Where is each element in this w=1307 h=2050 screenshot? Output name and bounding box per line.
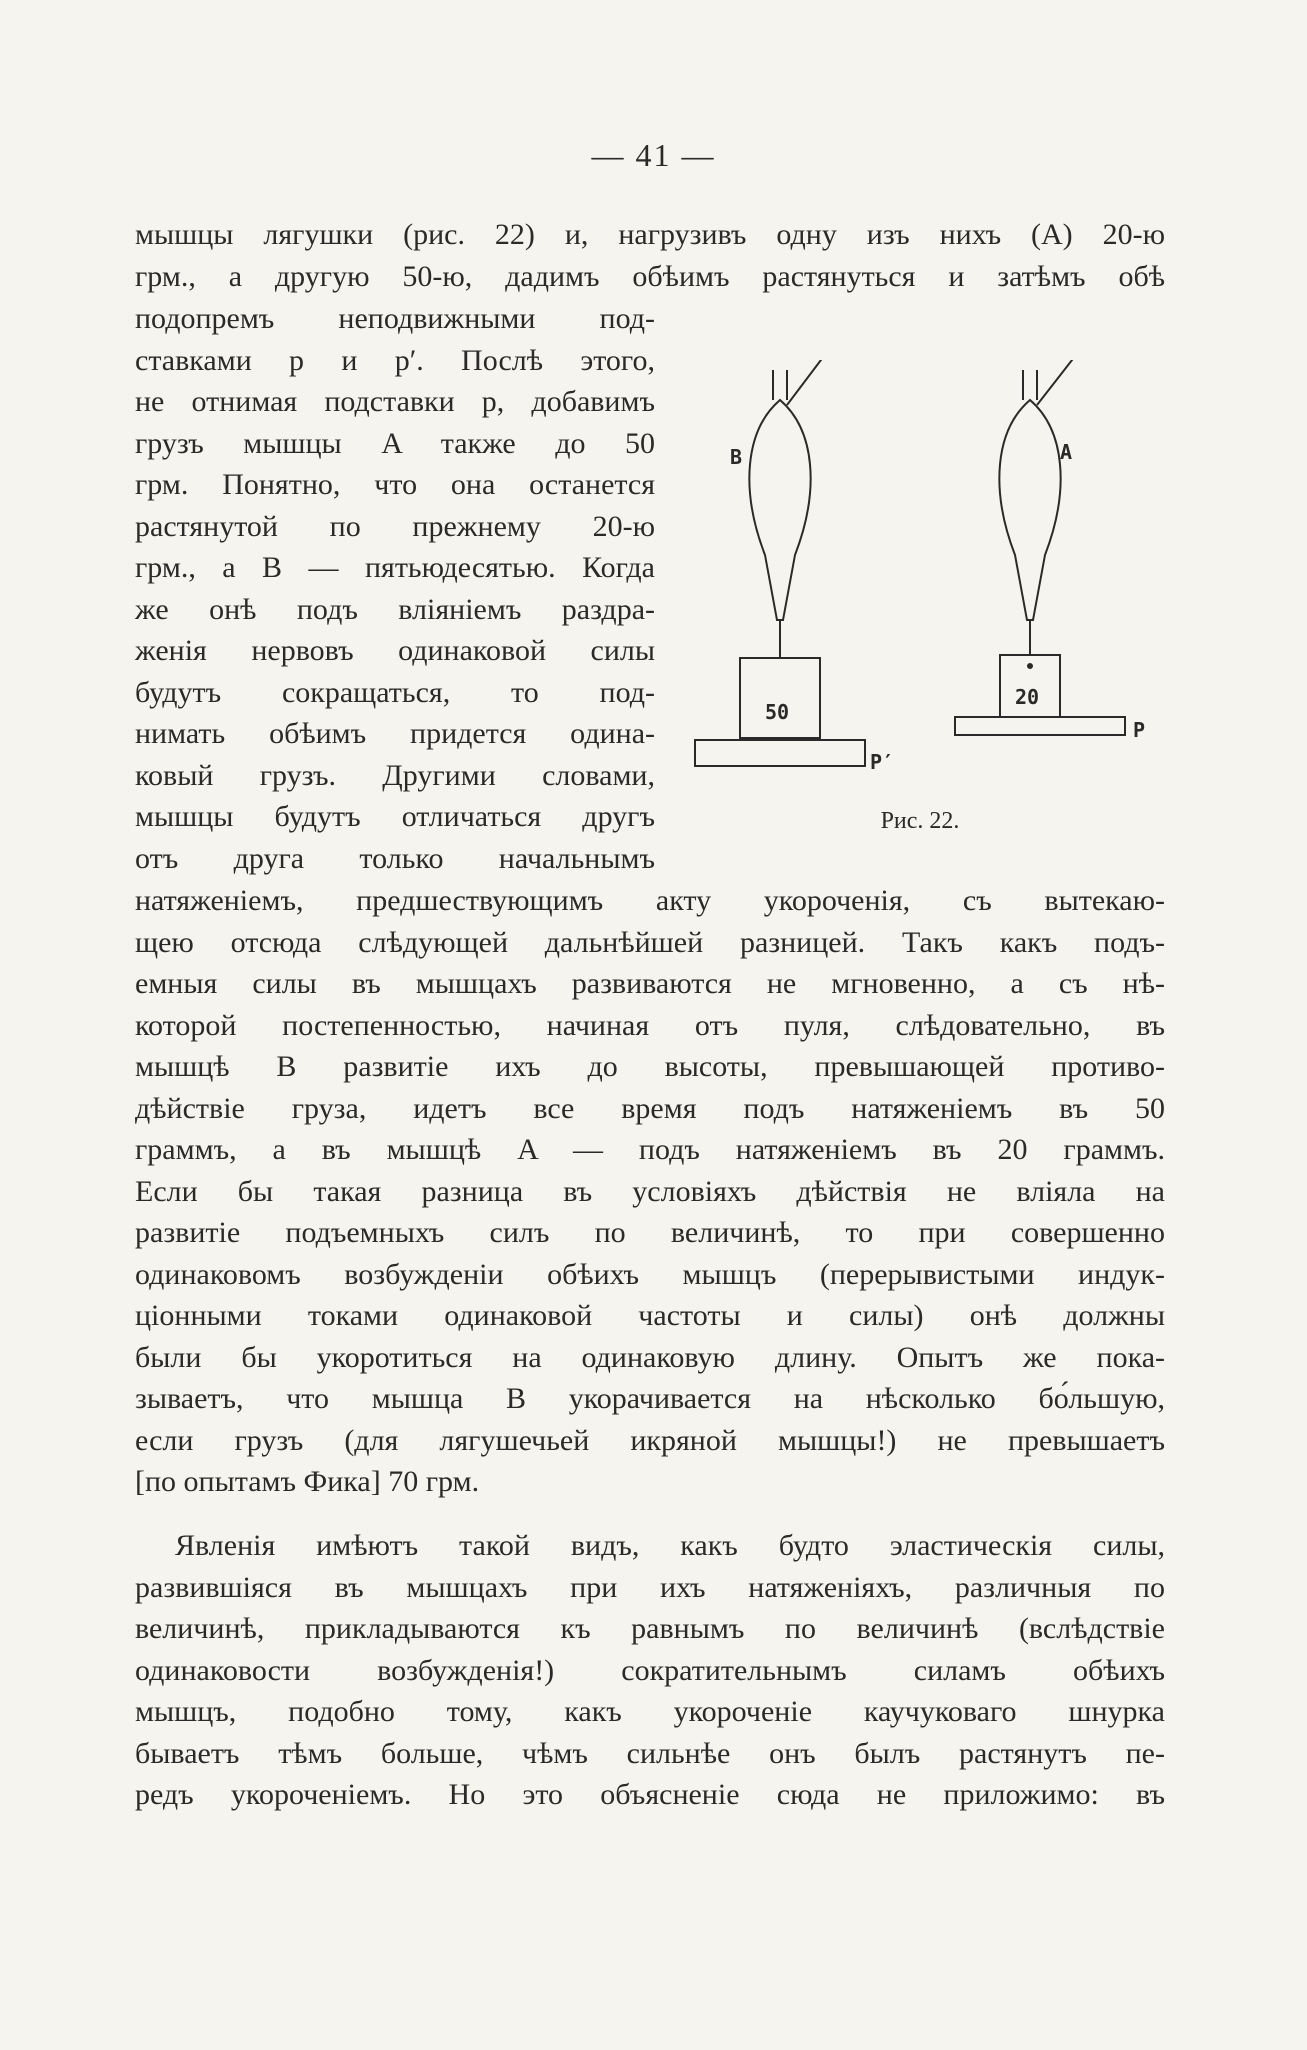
text-line: растянутой по прежнему 20-ю: [135, 509, 655, 543]
label-b: B: [730, 445, 743, 469]
text-line: дѣйствіе груза, идетъ все время подъ натяженіемъ въ 50: [135, 1091, 1165, 1125]
text-line: же онѣ подъ вліяніемъ раздра-: [135, 592, 655, 626]
text-line: зываетъ, что мышца B укорачивается на нѣсколько бо́льшую,: [135, 1382, 1165, 1415]
rest-text: [135, 880, 1165, 1503]
text-line: [по опытамъ Фика] 70 грм.: [135, 1465, 480, 1498]
text-line: подопремъ неподвижными под-: [135, 302, 655, 335]
text-line: будутъ сокращаться, то под-: [135, 675, 655, 709]
text-line: мышцъ, подобно тому, какъ укороченіе каучуковаго шнурка: [135, 1695, 1165, 1728]
support-right-plate: [955, 717, 1125, 735]
text-line: нимать обѣимъ придется одина-: [135, 717, 655, 750]
text-line: величинѣ, прикладываются къ равнымъ по величинѣ (вслѣдствіе: [135, 1612, 1165, 1645]
lever-line-right: [1037, 360, 1125, 405]
text-line: мышцы будутъ отличаться другъ: [135, 800, 655, 833]
muscle-b-shape: [749, 400, 810, 620]
text-line: натяженіемъ, предшествующимъ акту укороченія, съ вытекаю-: [135, 884, 1165, 917]
support-left-label: P′: [870, 750, 895, 774]
text-line: развитіе подъемныхъ силъ по величинѣ, то при совершенно: [135, 1216, 1165, 1249]
text-line: Если бы такая разница въ условіяхъ дѣйствія не вліяла на: [135, 1174, 1165, 1208]
paragraph-2: [135, 1525, 1165, 1816]
text-line: ковый грузъ. Другими словами,: [135, 758, 655, 792]
text-line: одинаковости возбужденія!) сократительнымъ силамъ обѣихъ: [135, 1653, 1165, 1687]
narrow-text: [135, 298, 655, 879]
text-line: грм. Понятно, что она останется: [135, 468, 655, 501]
text-line: Явленія имѣютъ такой видъ, какъ будто эластическія силы,: [175, 1529, 1165, 1562]
lever-line-left: [787, 360, 870, 405]
text-line: грузъ мышцы A также до 50: [135, 426, 655, 460]
figure-caption: Рис. 22.: [880, 808, 960, 834]
support-left-plate: [695, 740, 865, 766]
muscle-diagram: [685, 360, 1165, 840]
text-line: редъ укороченіемъ. Но это объясненіе сюда не приложимо: въ: [135, 1778, 1165, 1811]
text-line: мышцы лягушки (рис. 22) и, нагрузивъ одну изъ нихъ (А) 20-ю: [135, 218, 1165, 251]
text-line: щею отсюда слѣдующей дальнѣйшей разницей. Такъ какъ подъ-: [135, 925, 1165, 959]
text-line: женія нервовъ одинаковой силы: [135, 634, 655, 667]
text-line: которой постепенностью, начиная отъ пуля, слѣдовательно, въ: [135, 1008, 1165, 1042]
top-text: [135, 214, 1165, 297]
support-right-label: P: [1133, 718, 1146, 742]
muscle-a-shape: [999, 400, 1060, 620]
page-number: — 41 —: [591, 137, 716, 173]
text-line: не отнимая подставки p, добавимъ: [135, 385, 655, 418]
text-line: если грузъ (для лягушечьей икряной мышцы!) не превышаетъ: [135, 1423, 1165, 1457]
text-line: грм., а другую 50-ю, дадимъ обѣимъ растянуться и затѣмъ обѣ: [135, 259, 1165, 293]
weight-left-label: 50: [765, 700, 790, 724]
weight-right-dot: [1027, 663, 1033, 669]
text-line: бываетъ тѣмъ больше, чѣмъ сильнѣе онъ былъ растянутъ пе-: [135, 1736, 1165, 1770]
weight-left-box: [740, 658, 820, 738]
text-line: грм., а B — пятьюдесятью. Когда: [135, 551, 655, 584]
text-line: отъ друга только начальнымъ: [135, 841, 655, 875]
text-line: граммъ, а въ мышцѣ A — подъ натяженіемъ въ 20 граммъ.: [135, 1133, 1165, 1166]
label-a: A: [1060, 440, 1073, 464]
figure-22: [685, 360, 1165, 840]
text-line: ціонными токами одинаковой частоты и силы) онѣ должны: [135, 1299, 1165, 1332]
text-line: были бы укоротиться на одинаковую длину. Опытъ же пока-: [135, 1340, 1165, 1374]
text-line: емныя силы въ мышцахъ развиваются не мгновенно, а съ нѣ-: [135, 967, 1165, 1000]
weight-right-label: 20: [1015, 685, 1040, 709]
text-line: развившіяся въ мышцахъ при ихъ натяженіяхъ, различныя по: [135, 1570, 1165, 1604]
text-line: ставками p и p′. Послѣ этого,: [135, 343, 655, 377]
text-line: мышцѣ B развитіе ихъ до высоты, превышающей противо-: [135, 1050, 1165, 1083]
text-line: одинаковомъ возбужденіи обѣихъ мышцъ (перерывистыми индук-: [135, 1257, 1165, 1291]
